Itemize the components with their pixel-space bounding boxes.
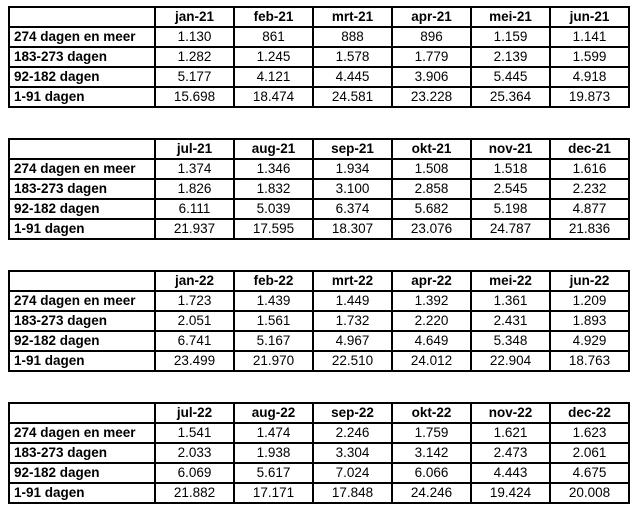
row-label-cell: 183-273 dagen <box>9 47 155 67</box>
table-row <box>9 331 629 351</box>
value-cell: 24.012 <box>392 351 471 371</box>
value-cell: 2.473 <box>471 443 550 463</box>
value-cell: 1.159 <box>471 27 550 47</box>
table-row <box>9 423 629 443</box>
value-cell: 896 <box>392 27 471 47</box>
value-cell: 21.882 <box>155 483 234 503</box>
month-header: okt-21 <box>392 139 471 159</box>
period-table-2021-h2 <box>8 138 630 240</box>
value-cell: 22.904 <box>471 351 550 371</box>
table-row <box>9 67 629 87</box>
value-cell: 1.508 <box>392 159 471 179</box>
value-cell: 1.599 <box>550 47 629 67</box>
table-row <box>9 179 629 199</box>
period-table-2022-h1 <box>8 270 630 372</box>
table-row <box>9 219 629 239</box>
value-cell: 1.209 <box>550 291 629 311</box>
value-cell: 4.675 <box>550 463 629 483</box>
table-row <box>9 27 629 47</box>
row-label-cell: 92-182 dagen <box>9 199 155 219</box>
month-header: jan-21 <box>155 7 234 27</box>
value-cell: 4.443 <box>471 463 550 483</box>
value-cell: 21.970 <box>234 351 313 371</box>
month-header: sep-22 <box>313 403 392 423</box>
table-row <box>9 351 629 371</box>
value-cell: 3.906 <box>392 67 471 87</box>
value-cell: 21.836 <box>550 219 629 239</box>
month-header: mrt-21 <box>313 7 392 27</box>
value-cell: 4.967 <box>313 331 392 351</box>
value-cell: 1.578 <box>313 47 392 67</box>
month-header: mrt-22 <box>313 271 392 291</box>
value-cell: 1.474 <box>234 423 313 443</box>
month-header: jul-21 <box>155 139 234 159</box>
table-row <box>9 159 629 179</box>
value-cell: 2.232 <box>550 179 629 199</box>
value-cell: 6.066 <box>392 463 471 483</box>
value-cell: 2.220 <box>392 311 471 331</box>
row-label-cell: 1-91 dagen <box>9 483 155 503</box>
period-table-2022-h2 <box>8 402 630 504</box>
table-row <box>9 87 629 107</box>
value-cell: 5.177 <box>155 67 234 87</box>
month-header: apr-21 <box>392 7 471 27</box>
value-cell: 3.304 <box>313 443 392 463</box>
value-cell: 1.141 <box>550 27 629 47</box>
value-cell: 25.364 <box>471 87 550 107</box>
value-cell: 3.142 <box>392 443 471 463</box>
value-cell: 5.198 <box>471 199 550 219</box>
table-row <box>9 463 629 483</box>
value-cell: 1.361 <box>471 291 550 311</box>
value-cell: 21.937 <box>155 219 234 239</box>
month-header: nov-21 <box>471 139 550 159</box>
table-row <box>9 199 629 219</box>
month-header: jul-22 <box>155 403 234 423</box>
value-cell: 2.139 <box>471 47 550 67</box>
row-label-cell: 1-91 dagen <box>9 351 155 371</box>
month-header: apr-22 <box>392 271 471 291</box>
value-cell: 3.100 <box>313 179 392 199</box>
value-cell: 19.424 <box>471 483 550 503</box>
value-cell: 1.893 <box>550 311 629 331</box>
value-cell: 24.787 <box>471 219 550 239</box>
month-header: aug-21 <box>234 139 313 159</box>
value-cell: 1.934 <box>313 159 392 179</box>
value-cell: 1.779 <box>392 47 471 67</box>
value-cell: 5.348 <box>471 331 550 351</box>
month-header: jun-21 <box>550 7 629 27</box>
corner-cell <box>9 7 155 27</box>
value-cell: 1.723 <box>155 291 234 311</box>
table-row <box>9 443 629 463</box>
value-cell: 22.510 <box>313 351 392 371</box>
value-cell: 6.374 <box>313 199 392 219</box>
value-cell: 18.307 <box>313 219 392 239</box>
value-cell: 1.518 <box>471 159 550 179</box>
value-cell: 18.474 <box>234 87 313 107</box>
value-cell: 2.246 <box>313 423 392 443</box>
period-table-2021-h1 <box>8 6 630 108</box>
value-cell: 5.445 <box>471 67 550 87</box>
value-cell: 1.282 <box>155 47 234 67</box>
month-header: sep-21 <box>313 139 392 159</box>
value-cell: 1.759 <box>392 423 471 443</box>
table-row <box>9 483 629 503</box>
row-label-cell: 1-91 dagen <box>9 87 155 107</box>
value-cell: 23.499 <box>155 351 234 371</box>
value-cell: 2.858 <box>392 179 471 199</box>
value-cell: 5.682 <box>392 199 471 219</box>
header-row <box>9 271 629 291</box>
value-cell: 24.246 <box>392 483 471 503</box>
value-cell: 15.698 <box>155 87 234 107</box>
month-header: dec-22 <box>550 403 629 423</box>
value-cell: 1.439 <box>234 291 313 311</box>
row-label-cell: 92-182 dagen <box>9 67 155 87</box>
month-header: mei-21 <box>471 7 550 27</box>
value-cell: 5.039 <box>234 199 313 219</box>
value-cell: 1.938 <box>234 443 313 463</box>
value-cell: 4.929 <box>550 331 629 351</box>
value-cell: 1.832 <box>234 179 313 199</box>
header-row <box>9 403 629 423</box>
value-cell: 17.595 <box>234 219 313 239</box>
value-cell: 4.121 <box>234 67 313 87</box>
row-label-cell: 1-91 dagen <box>9 219 155 239</box>
value-cell: 861 <box>234 27 313 47</box>
value-cell: 6.741 <box>155 331 234 351</box>
row-label-cell: 92-182 dagen <box>9 463 155 483</box>
table-row <box>9 311 629 331</box>
value-cell: 1.623 <box>550 423 629 443</box>
value-cell: 1.621 <box>471 423 550 443</box>
value-cell: 23.228 <box>392 87 471 107</box>
month-header: feb-22 <box>234 271 313 291</box>
value-cell: 24.581 <box>313 87 392 107</box>
header-row <box>9 139 629 159</box>
row-label-cell: 274 dagen en meer <box>9 159 155 179</box>
month-header: dec-21 <box>550 139 629 159</box>
value-cell: 1.449 <box>313 291 392 311</box>
month-header: okt-22 <box>392 403 471 423</box>
value-cell: 1.346 <box>234 159 313 179</box>
value-cell: 1.561 <box>234 311 313 331</box>
value-cell: 1.616 <box>550 159 629 179</box>
value-cell: 2.051 <box>155 311 234 331</box>
value-cell: 20.008 <box>550 483 629 503</box>
row-label-cell: 274 dagen en meer <box>9 27 155 47</box>
corner-cell <box>9 403 155 423</box>
value-cell: 2.061 <box>550 443 629 463</box>
value-cell: 7.024 <box>313 463 392 483</box>
value-cell: 1.392 <box>392 291 471 311</box>
table-row <box>9 291 629 311</box>
value-cell: 888 <box>313 27 392 47</box>
value-cell: 5.167 <box>234 331 313 351</box>
value-cell: 19.873 <box>550 87 629 107</box>
value-cell: 1.732 <box>313 311 392 331</box>
value-cell: 5.617 <box>234 463 313 483</box>
value-cell: 17.848 <box>313 483 392 503</box>
row-label-cell: 274 dagen en meer <box>9 423 155 443</box>
header-row <box>9 7 629 27</box>
value-cell: 4.649 <box>392 331 471 351</box>
value-cell: 4.918 <box>550 67 629 87</box>
value-cell: 4.877 <box>550 199 629 219</box>
value-cell: 1.541 <box>155 423 234 443</box>
row-label-cell: 274 dagen en meer <box>9 291 155 311</box>
month-header: aug-22 <box>234 403 313 423</box>
value-cell: 2.033 <box>155 443 234 463</box>
value-cell: 6.111 <box>155 199 234 219</box>
value-cell: 6.069 <box>155 463 234 483</box>
value-cell: 1.130 <box>155 27 234 47</box>
row-label-cell: 183-273 dagen <box>9 443 155 463</box>
value-cell: 2.545 <box>471 179 550 199</box>
table-row <box>9 47 629 67</box>
row-label-cell: 183-273 dagen <box>9 311 155 331</box>
corner-cell <box>9 271 155 291</box>
row-label-cell: 92-182 dagen <box>9 331 155 351</box>
value-cell: 17.171 <box>234 483 313 503</box>
month-header: feb-21 <box>234 7 313 27</box>
value-cell: 1.374 <box>155 159 234 179</box>
month-header: jan-22 <box>155 271 234 291</box>
month-header: nov-22 <box>471 403 550 423</box>
value-cell: 23.076 <box>392 219 471 239</box>
value-cell: 2.431 <box>471 311 550 331</box>
value-cell: 4.445 <box>313 67 392 87</box>
month-header: mei-22 <box>471 271 550 291</box>
value-cell: 1.245 <box>234 47 313 67</box>
value-cell: 1.826 <box>155 179 234 199</box>
value-cell: 18.763 <box>550 351 629 371</box>
corner-cell <box>9 139 155 159</box>
row-label-cell: 183-273 dagen <box>9 179 155 199</box>
month-header: jun-22 <box>550 271 629 291</box>
